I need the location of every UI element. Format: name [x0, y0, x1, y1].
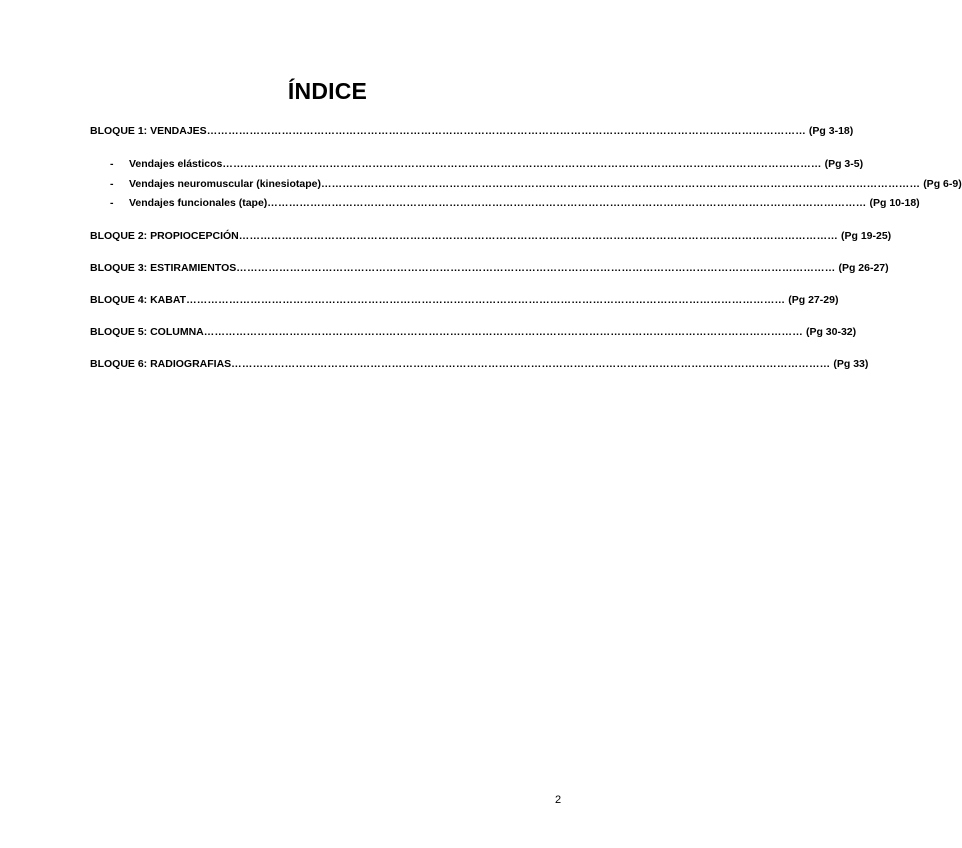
page-number: 2	[555, 794, 562, 806]
toc-entry-page: (Pg 10-18)	[869, 197, 920, 209]
toc-entry-vendajes-elasticos	[129, 157, 864, 171]
toc-entry-label: Vendajes neuromuscular (kinesiotape)	[129, 178, 321, 190]
toc-entry-bloque-3	[90, 261, 889, 275]
toc-entry-page: (Pg 26-27)	[838, 262, 889, 274]
toc-leader-dots: ……………………………………………………………………………………………………………………………………………………	[206, 125, 806, 137]
list-bullet: -	[110, 197, 114, 209]
toc-entry-label: BLOQUE 1: VENDAJES	[90, 125, 207, 137]
toc-entry-label: BLOQUE 5: COLUMNA	[90, 326, 204, 338]
toc-entry-page: (Pg 3-5)	[824, 158, 864, 170]
toc-entry-label: BLOQUE 2: PROPIOCEPCIÓN	[90, 230, 239, 242]
toc-entry-page: (Pg 3-18)	[808, 125, 854, 137]
toc-leader-dots: ……………………………………………………………………………………………………………………………………………………	[238, 230, 838, 242]
toc-entry-label: BLOQUE 3: ESTIRAMIENTOS	[90, 262, 237, 274]
list-bullet: -	[110, 158, 114, 170]
toc-leader-dots: ……………………………………………………………………………………………………………………………………………………	[231, 358, 831, 370]
toc-entry-page: (Pg 30-32)	[805, 326, 857, 338]
toc-entry-label: BLOQUE 4: KABAT	[90, 294, 187, 306]
toc-entry-label: Vendajes funcionales (tape)	[129, 197, 268, 209]
toc-leader-dots: ……………………………………………………………………………………………………………………………………………………	[186, 294, 786, 306]
page-title: ÍNDICE	[287, 78, 368, 104]
toc-entry-bloque-1	[90, 124, 854, 138]
toc-leader-dots: ……………………………………………………………………………………………………………………………………………………	[320, 178, 921, 190]
list-bullet: -	[110, 178, 114, 190]
toc-entry-page: (Pg 27-29)	[788, 294, 839, 306]
toc-entry-label: BLOQUE 6: RADIOGRAFIAS	[90, 358, 232, 370]
toc-entry-vendajes-neuromuscular	[129, 177, 962, 191]
toc-leader-dots: ……………………………………………………………………………………………………………………………………………………	[267, 197, 867, 209]
toc-entry-bloque-4	[90, 293, 839, 307]
toc-entry-bloque-5	[90, 325, 857, 339]
toc-entry-page: (Pg 33)	[833, 358, 869, 370]
toc-entry-bloque-6	[90, 357, 869, 371]
toc-entry-page: (Pg 6-9)	[923, 178, 962, 190]
toc-entry-page: (Pg 19-25)	[840, 230, 892, 242]
toc-leader-dots: ……………………………………………………………………………………………………………………………………………………	[236, 262, 836, 274]
toc-leader-dots: ……………………………………………………………………………………………………………………………………………………	[203, 326, 803, 338]
toc-entry-label: Vendajes elásticos	[129, 158, 223, 170]
toc-entry-bloque-2	[90, 229, 892, 243]
toc-leader-dots: ……………………………………………………………………………………………………………………………………………………	[222, 158, 822, 170]
toc-entry-vendajes-funcionales	[129, 196, 920, 210]
